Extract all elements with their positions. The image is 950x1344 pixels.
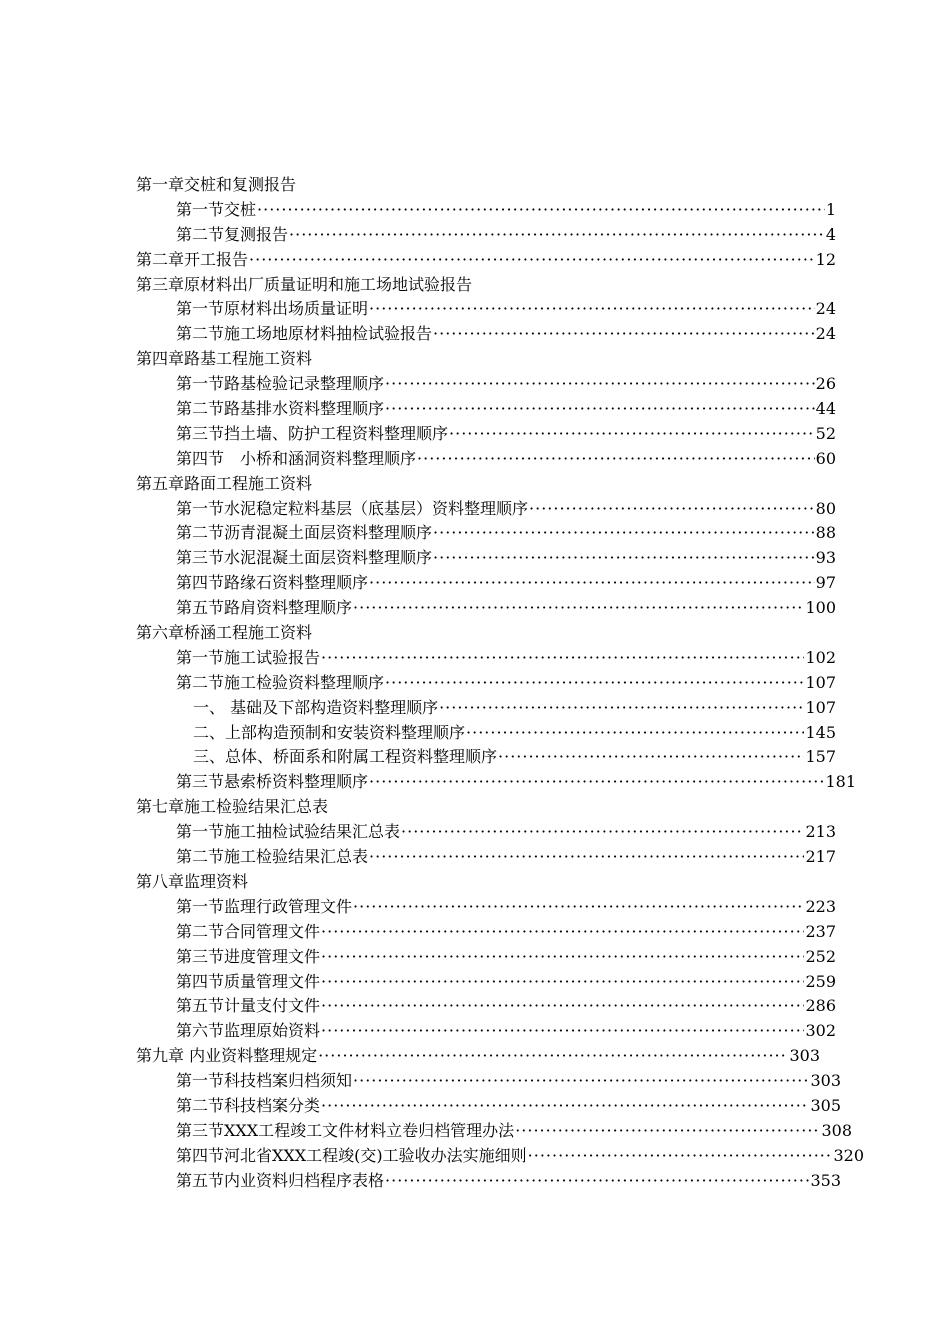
toc-chapter[interactable] <box>136 248 836 273</box>
dot-leader <box>353 1069 809 1094</box>
toc-section[interactable] <box>136 422 836 447</box>
table-of-contents <box>136 173 864 1194</box>
toc-section[interactable] <box>136 297 836 322</box>
toc-title: 第二节复测报告 <box>176 224 289 244</box>
toc-title: 第八章监理资料 <box>136 871 249 891</box>
toc-section[interactable] <box>136 223 836 248</box>
toc-section[interactable] <box>136 571 836 596</box>
toc-section[interactable] <box>136 198 836 223</box>
toc-chapter[interactable] <box>136 173 836 198</box>
toc-title: 第二节科技档案分类 <box>176 1095 321 1115</box>
dot-leader <box>433 546 815 571</box>
dot-leader <box>257 198 825 223</box>
toc-chapter[interactable] <box>136 472 836 497</box>
toc-page-number: 252 <box>805 946 836 966</box>
toc-title: 第五节计量支付文件 <box>176 996 321 1016</box>
dot-leader <box>433 521 815 546</box>
dot-leader <box>321 646 804 671</box>
toc-title: 第四节路缘石资料整理顺序 <box>176 573 369 593</box>
toc-subsection[interactable] <box>136 721 836 746</box>
toc-page-number: 52 <box>815 423 836 443</box>
toc-title: 第六节监理原始资料 <box>176 1021 321 1041</box>
dot-leader <box>529 497 815 522</box>
toc-title: 第二节施工检验资料整理顺序 <box>176 672 385 692</box>
toc-page-number: 237 <box>805 921 836 941</box>
toc-section[interactable] <box>136 372 836 397</box>
toc-title: 二、上部构造预制和安装资料整理顺序 <box>193 722 466 742</box>
dot-leader <box>321 1094 809 1119</box>
toc-section[interactable] <box>136 1019 836 1044</box>
toc-title: 第五节内业资料归档程序表格 <box>176 1170 385 1190</box>
dot-leader <box>515 1119 820 1144</box>
toc-title: 第二节施工检验结果汇总表 <box>176 847 369 867</box>
toc-page-number: 305 <box>810 1095 841 1115</box>
toc-title: 第五节路肩资料整理顺序 <box>176 598 353 618</box>
dot-leader <box>321 994 804 1019</box>
toc-page-number: 12 <box>815 249 836 269</box>
toc-subsection[interactable] <box>136 696 836 721</box>
toc-title: 第三节挡土墙、防护工程资料整理顺序 <box>176 423 449 443</box>
toc-page-number: 181 <box>825 772 856 792</box>
toc-title: 第一节交桩 <box>176 199 257 219</box>
toc-title: 第一节监理行政管理文件 <box>176 896 353 916</box>
toc-chapter[interactable] <box>136 870 836 895</box>
toc-title: 第一节科技档案归档须知 <box>176 1071 353 1091</box>
toc-page-number: 303 <box>810 1071 841 1091</box>
toc-page-number: 1 <box>825 199 836 219</box>
toc-chapter[interactable] <box>136 621 836 646</box>
toc-title: 第四章路基工程施工资料 <box>136 349 313 369</box>
toc-section[interactable] <box>136 895 836 920</box>
toc-section[interactable] <box>136 671 836 696</box>
toc-page-number: 213 <box>805 822 836 842</box>
toc-title: 一、 基础及下部构造资料整理顺序 <box>193 697 439 717</box>
dot-leader <box>385 372 815 397</box>
toc-page-number: 302 <box>805 1021 836 1041</box>
toc-title: 第二节沥青混凝土面层资料整理顺序 <box>176 523 433 543</box>
toc-page-number: 88 <box>815 523 836 543</box>
dot-leader <box>353 895 804 920</box>
toc-title: 第四节 小桥和涵洞资料整理顺序 <box>176 448 417 468</box>
toc-page-number: 24 <box>815 324 836 344</box>
toc-page-number: 157 <box>805 747 836 767</box>
toc-section[interactable] <box>136 546 836 571</box>
dot-leader <box>321 970 804 995</box>
toc-title: 第二章开工报告 <box>136 249 249 269</box>
toc-section[interactable] <box>136 920 836 945</box>
toc-section[interactable] <box>136 1094 841 1119</box>
toc-chapter[interactable] <box>136 795 836 820</box>
dot-leader <box>439 696 804 721</box>
dot-leader <box>369 845 804 870</box>
toc-title: 第三章原材料出厂质量证明和施工场地试验报告 <box>136 274 473 294</box>
dot-leader <box>433 322 815 347</box>
dot-leader <box>401 820 804 845</box>
toc-page-number: 353 <box>810 1170 841 1190</box>
dot-leader <box>449 422 815 447</box>
toc-section[interactable] <box>136 994 836 1019</box>
toc-title: 三、总体、桥面系和附属工程资料整理顺序 <box>193 747 498 767</box>
dot-leader <box>249 248 815 273</box>
toc-title: 第四节质量管理文件 <box>176 971 321 991</box>
toc-section[interactable] <box>136 497 836 522</box>
dot-leader <box>321 945 804 970</box>
toc-title: 第一节路基检验记录整理顺序 <box>176 374 385 394</box>
toc-title: 第一章交桩和复测报告 <box>136 175 297 194</box>
toc-title: 第三节悬索桥资料整理顺序 <box>176 772 369 792</box>
toc-page-number: 26 <box>815 374 836 394</box>
toc-title: 第一节施工试验报告 <box>176 647 321 667</box>
dot-leader <box>353 596 804 621</box>
toc-section[interactable] <box>136 770 856 795</box>
toc-title: 第三节进度管理文件 <box>176 946 321 966</box>
toc-page-number: 286 <box>805 996 836 1016</box>
dot-leader <box>385 397 815 422</box>
toc-page-number: 24 <box>815 299 836 319</box>
toc-page-number: 259 <box>805 971 836 991</box>
toc-page-number: 107 <box>805 672 836 692</box>
toc-chapter[interactable] <box>136 347 836 372</box>
dot-leader <box>369 571 815 596</box>
dot-leader <box>321 920 804 945</box>
toc-title: 第二节路基排水资料整理顺序 <box>176 399 385 419</box>
dot-leader <box>369 297 815 322</box>
toc-page-number: 100 <box>805 598 836 618</box>
toc-page-number: 308 <box>821 1120 852 1140</box>
toc-section[interactable] <box>136 820 836 845</box>
toc-title: 第三节水泥混凝土面层资料整理顺序 <box>176 548 433 568</box>
toc-page-number: 320 <box>833 1145 864 1165</box>
toc-subsection[interactable] <box>136 745 836 770</box>
toc-page-number: 217 <box>805 847 836 867</box>
toc-title: 第九章 内业资料整理规定 <box>136 1046 318 1066</box>
toc-section[interactable] <box>136 1169 841 1194</box>
toc-title: 第一节水泥稳定粒料基层（底基层）资料整理顺序 <box>176 498 529 518</box>
toc-section[interactable] <box>136 447 836 472</box>
toc-page-number: 44 <box>815 399 836 419</box>
dot-leader <box>369 770 824 795</box>
toc-section[interactable] <box>136 845 836 870</box>
dot-leader <box>498 745 804 770</box>
toc-title: 第五章路面工程施工资料 <box>136 473 313 493</box>
toc-chapter[interactable] <box>136 273 836 298</box>
toc-title: 第六章桥涵工程施工资料 <box>136 623 313 643</box>
dot-leader <box>385 1169 809 1194</box>
toc-section[interactable] <box>136 1119 852 1144</box>
toc-title: 第四节河北省XXX工程竣(交)工验收办法实施细则 <box>176 1145 527 1165</box>
toc-title: 第二节合同管理文件 <box>176 921 321 941</box>
toc-page-number: 60 <box>815 448 836 468</box>
toc-page-number: 80 <box>815 498 836 518</box>
toc-section[interactable] <box>136 945 836 970</box>
dot-leader <box>417 447 815 472</box>
toc-section[interactable] <box>136 521 836 546</box>
dot-leader <box>318 1044 788 1069</box>
toc-section[interactable] <box>136 646 836 671</box>
toc-section[interactable] <box>136 970 836 995</box>
toc-page-number: 303 <box>789 1046 820 1066</box>
toc-section[interactable] <box>136 322 836 347</box>
toc-page-number: 107 <box>805 697 836 717</box>
toc-page-number: 145 <box>805 722 836 742</box>
toc-title: 第三节XXX工程竣工文件材料立卷归档管理办法 <box>176 1120 515 1140</box>
toc-title: 第一节原材料出场质量证明 <box>176 299 369 319</box>
toc-page-number: 93 <box>815 548 836 568</box>
toc-page-number: 223 <box>805 896 836 916</box>
toc-page-number: 97 <box>815 573 836 593</box>
toc-section[interactable] <box>136 397 836 422</box>
dot-leader <box>466 721 804 746</box>
toc-section[interactable] <box>136 596 836 621</box>
dot-leader <box>289 223 825 248</box>
toc-section[interactable] <box>136 1069 841 1094</box>
toc-page-number: 4 <box>825 224 836 244</box>
dot-leader <box>528 1144 833 1169</box>
toc-title: 第二节施工场地原材料抽检试验报告 <box>176 324 433 344</box>
toc-title: 第七章施工检验结果汇总表 <box>136 797 329 817</box>
toc-section[interactable] <box>136 1144 864 1169</box>
toc-title: 第一节施工抽检试验结果汇总表 <box>176 822 401 842</box>
dot-leader <box>385 671 804 696</box>
dot-leader <box>321 1019 804 1044</box>
toc-page-number: 102 <box>805 647 836 667</box>
toc-chapter[interactable] <box>136 1044 820 1069</box>
